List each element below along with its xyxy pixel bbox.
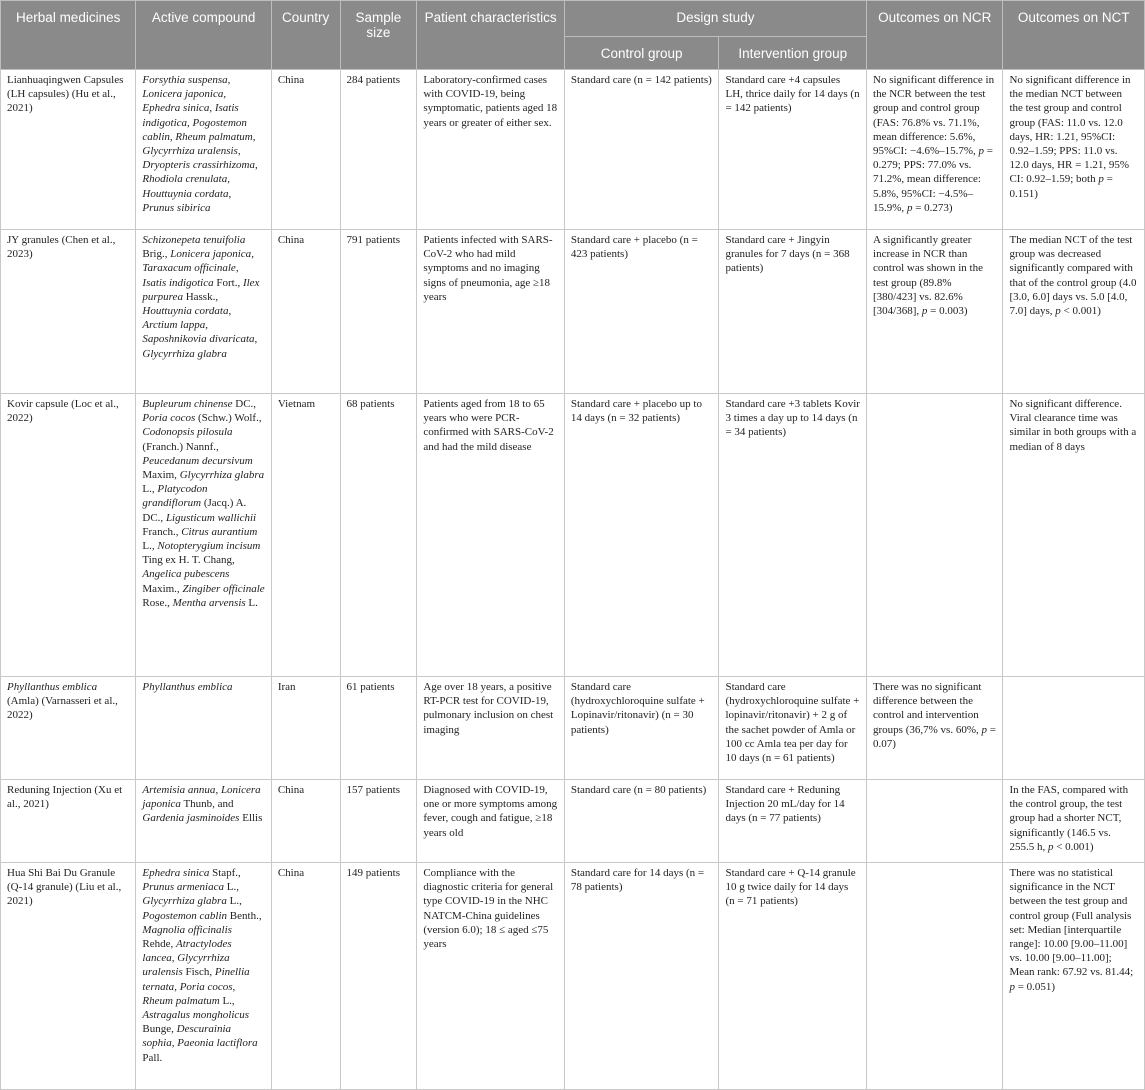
cell-ncr: No significant difference in the NCR between the test group and control group (FAS: 76.8% vs. 71.1%, mean difference: 5.6%, 95%CI: −4.6%–15.7%, p = 0.279; PPS: 77.0% vs. 71.2%, mean difference: 5.8%, 95%CI: −4.5%–15.9%, p = 0.273) [867, 70, 1003, 230]
cell-patient: Diagnosed with COVID-19, one or more symptoms among fever, cough and fatigue, ≥18 years old [417, 780, 565, 863]
cell-country: China [271, 230, 340, 394]
table-row [1, 394, 1145, 677]
cell-country: Vietnam [271, 394, 340, 677]
cell-nct: There was no statistical significance in the NCT between the test group and control group (Full analysis set: Median [interquartile range]: 10.00 [9.00–11.00] vs. 10.00 [9.00–11.00]; Mean rank: 67.92 vs. 81.44; p = 0.051) [1003, 863, 1145, 1090]
cell-control: Standard care for 14 days (n = 78 patients) [564, 863, 719, 1090]
cell-patient: Compliance with the diagnostic criteria for general type COVID-19 in the NHC NATCM-China guidelines (version 6.0); 18 ≤ aged ≤75 years [417, 863, 565, 1090]
cell-herbal: Lianhuaqingwen Capsules (LH capsules) (Hu et al., 2021) [1, 70, 136, 230]
cell-patient: Laboratory-confirmed cases with COVID-19, being symptomatic, patients aged 18 years or greater of either sex. [417, 70, 565, 230]
cell-country: China [271, 780, 340, 863]
cell-country: Iran [271, 677, 340, 780]
table-row [1, 70, 1145, 230]
col-header-nct: Outcomes on NCT [1003, 1, 1145, 70]
cell-ncr [867, 863, 1003, 1090]
cell-nct [1003, 677, 1145, 780]
col-header-country: Country [271, 1, 340, 70]
col-header-intervention: Intervention group [719, 37, 867, 70]
cell-intervention: Standard care + Reduning Injection 20 mL/day for 14 days (n = 77 patients) [719, 780, 867, 863]
cell-nct: No significant difference. Viral clearance time was similar in both groups with a median of 8 days [1003, 394, 1145, 677]
cell-ncr [867, 780, 1003, 863]
cell-herbal: Hua Shi Bai Du Granule (Q-14 granule) (Liu et al., 2021) [1, 863, 136, 1090]
cell-intervention: Standard care (hydroxychloroquine sulfate + lopinavir/ritonavir) + 2 g of the sachet powder of Amla or 100 cc Amla tea per day for 10 days (n = 61 patients) [719, 677, 867, 780]
cell-control: Standard care (n = 142 patients) [564, 70, 719, 230]
cell-intervention: Standard care +4 capsules LH, thrice daily for 14 days (n = 142 patients) [719, 70, 867, 230]
cell-sample: 68 patients [340, 394, 417, 677]
cell-control: Standard care + placebo (n = 423 patients) [564, 230, 719, 394]
cell-nct: No significant difference in the median NCT between the test group and control group (FAS: 11.0 vs. 12.0 days, HR: 1.21, 95%CI: 0.92–1.59; PPS: 11.0 vs. 12.0 days, HR = 1.21, 95% CI: 0.92–1.59; both p = 0.151) [1003, 70, 1145, 230]
cell-ncr: There was no significant difference between the control and intervention groups (36,7% vs. 60%, p = 0.07) [867, 677, 1003, 780]
cell-patient: Age over 18 years, a positive RT-PCR test for COVID-19, pulmonary inclusion on chest imaging [417, 677, 565, 780]
cell-control: Standard care (n = 80 patients) [564, 780, 719, 863]
cell-patient: Patients aged from 18 to 65 years who were PCR-confirmed with SARS-CoV-2 and had the mild disease [417, 394, 565, 677]
table-row [1, 780, 1145, 863]
cell-compound: Artemisia annua, Lonicera japonica Thunb, and Gardenia jasminoides Ellis [136, 780, 271, 863]
cell-intervention: Standard care + Q-14 granule 10 g twice daily for 14 days (n = 71 patients) [719, 863, 867, 1090]
col-header-patient: Patient characteristics [417, 1, 565, 70]
cell-compound: Phyllanthus emblica [136, 677, 271, 780]
cell-sample: 791 patients [340, 230, 417, 394]
col-header-sample: Sample size [340, 1, 417, 70]
cell-ncr: A significantly greater increase in NCR than control was shown in the test group (89.8% [380/423] vs. 82.6% [304/368], p = 0.003) [867, 230, 1003, 394]
col-header-control: Control group [564, 37, 719, 70]
cell-compound: Forsythia suspensa, Lonicera japonica, Ephedra sinica, Isatis indigotica, Pogostemon cablin, Rheum palmatum, Glycyrrhiza uralensis, Dryopteris crassirhizoma, Rhodiola crenulata, Houttuynia cordata, Prunus sibirica [136, 70, 271, 230]
cell-nct: In the FAS, compared with the control group, the test group had a shorter NCT, significantly (146.5 vs. 255.5 h, p < 0.001) [1003, 780, 1145, 863]
cell-sample: 284 patients [340, 70, 417, 230]
cell-sample: 149 patients [340, 863, 417, 1090]
table-row [1, 863, 1145, 1090]
cell-compound: Ephedra sinica Stapf., Prunus armeniaca L., Glycyrrhiza glabra L., Pogostemon cablin Benth., Magnolia officinalis Rehde, Atractylodes lancea, Glycyrrhiza uralensis Fisch, Pinellia ternata, Poria cocos, Rheum palmatum L., Astragalus mongholicus Bunge, Descurainia sophia, Paeonia lactiflora Pall. [136, 863, 271, 1090]
cell-country: China [271, 70, 340, 230]
cell-country: China [271, 863, 340, 1090]
cell-compound: Bupleurum chinense DC., Poria cocos (Schw.) Wolf., Codonopsis pilosula (Franch.) Nannf., Peucedanum decursivum Maxim, Glycyrrhiza glabra L., Platycodon grandiflorum (Jacq.) A. DC., Ligusticum wallichii Franch., Citrus aurantium L., Notopterygium incisum Ting ex H. T. Chang, Angelica pubescens Maxim., Zingiber officinale Rose., Mentha arvensis L. [136, 394, 271, 677]
table-header [1, 1, 1145, 70]
cell-control: Standard care + placebo up to 14 days (n = 32 patients) [564, 394, 719, 677]
table-body [1, 70, 1145, 1090]
col-header-ncr: Outcomes on NCR [867, 1, 1003, 70]
cell-herbal: Reduning Injection (Xu et al., 2021) [1, 780, 136, 863]
col-header-herbal: Herbal medicines [1, 1, 136, 70]
cell-patient: Patients infected with SARS-CoV-2 who had mild symptoms and no imaging signs of pneumonia, age ≥18 years [417, 230, 565, 394]
cell-ncr [867, 394, 1003, 677]
cell-herbal: Kovir capsule (Loc et al., 2022) [1, 394, 136, 677]
col-header-compound: Active compound [136, 1, 271, 70]
cell-compound: Schizonepeta tenuifolia Brig., Lonicera japonica, Taraxacum officinale, Isatis indigotica Fort., Ilex purpurea Hassk., Houttuynia cordata, Arctium lappa, Saposhnikovia divaricata, Glycyrrhiza glabra [136, 230, 271, 394]
cell-herbal: JY granules (Chen et al., 2023) [1, 230, 136, 394]
cell-control: Standard care (hydroxychloroquine sulfate + Lopinavir/ritonavir) (n = 30 patients) [564, 677, 719, 780]
table-row [1, 230, 1145, 394]
cell-sample: 61 patients [340, 677, 417, 780]
cell-nct: The median NCT of the test group was decreased significantly compared with that of the control group (4.0 [3.0, 6.0] days vs. 5.0 [4.0, 7.0] days, p < 0.001) [1003, 230, 1145, 394]
cell-herbal: Phyllanthus emblica (Amla) (Varnasseri et al., 2022) [1, 677, 136, 780]
table-row [1, 677, 1145, 780]
cell-intervention: Standard care + Jingyin granules for 7 days (n = 368 patients) [719, 230, 867, 394]
cell-sample: 157 patients [340, 780, 417, 863]
cell-intervention: Standard care +3 tablets Kovir 3 times a day up to 14 days (n = 34 patients) [719, 394, 867, 677]
col-header-design: Design study [564, 1, 866, 37]
